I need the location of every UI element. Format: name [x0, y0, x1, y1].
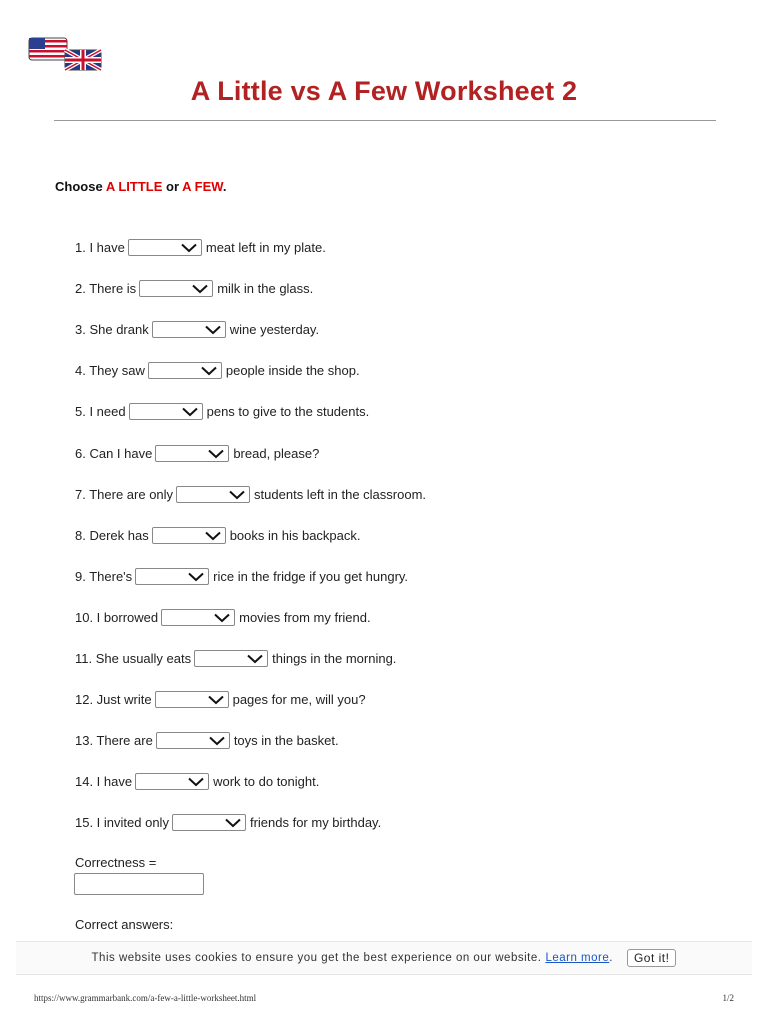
- answer-dropdown[interactable]: [172, 814, 246, 831]
- question-continuation: toys in the basket.: [233, 732, 339, 748]
- question-prompt: 8. Derek has: [75, 527, 149, 543]
- answer-dropdown[interactable]: [155, 445, 229, 462]
- got-it-button[interactable]: Got it!: [627, 949, 677, 967]
- question-row: [75, 484, 426, 504]
- question-continuation: things in the morning.: [272, 650, 397, 666]
- chevron-down-icon: [208, 736, 226, 746]
- question-prompt: 4. They saw: [75, 362, 145, 378]
- chevron-down-icon: [207, 449, 225, 459]
- question-continuation: movies from my friend.: [239, 609, 371, 625]
- cookie-message: This website uses cookies to ensure you get the best experience on our website.: [91, 952, 542, 964]
- answer-dropdown[interactable]: [161, 609, 235, 626]
- instruction-middle: or: [162, 179, 183, 194]
- question-continuation: wine yesterday.: [229, 321, 320, 337]
- question-continuation: people inside the shop.: [225, 362, 360, 378]
- question-prompt: 2. There is: [75, 280, 137, 296]
- instruction-prefix: Choose: [55, 179, 106, 194]
- page-title: A Little vs A Few Worksheet 2: [190, 76, 578, 106]
- option-a-little: A LITTLE: [105, 179, 163, 194]
- chevron-down-icon: [204, 325, 222, 335]
- cookie-period: .: [609, 952, 613, 964]
- question-prompt: 14. I have: [75, 773, 133, 789]
- answer-dropdown[interactable]: [139, 280, 213, 297]
- question-row: [75, 237, 326, 257]
- question-continuation: meat left in my plate.: [205, 239, 326, 255]
- chevron-down-icon: [224, 818, 242, 828]
- answer-dropdown[interactable]: [155, 691, 229, 708]
- question-row: [75, 525, 361, 545]
- question-continuation: students left in the classroom.: [254, 486, 427, 502]
- correct-answers-label: Correct answers:: [75, 917, 174, 932]
- chevron-down-icon: [246, 654, 264, 664]
- question-continuation: pages for me, will you?: [232, 691, 366, 707]
- question-prompt: 10. I borrowed: [75, 609, 159, 625]
- title-divider: [54, 120, 716, 121]
- chevron-down-icon: [207, 695, 225, 705]
- question-continuation: work to do tonight.: [213, 773, 320, 789]
- question-row: [75, 360, 360, 380]
- answer-dropdown[interactable]: [152, 527, 226, 544]
- question-prompt: 9. There's: [75, 568, 133, 584]
- question-prompt: 15. I invited only: [75, 814, 169, 830]
- question-prompt: 11. She usually eats: [75, 650, 192, 666]
- question-prompt: 12. Just write: [75, 691, 152, 707]
- answer-dropdown[interactable]: [129, 403, 203, 420]
- question-prompt: 7. There are only: [75, 486, 174, 502]
- question-continuation: bread, please?: [233, 445, 320, 461]
- question-row: [75, 812, 381, 832]
- answer-dropdown[interactable]: [148, 362, 222, 379]
- question-row: [75, 566, 408, 586]
- question-prompt: 3. She drank: [75, 321, 149, 337]
- chevron-down-icon: [187, 777, 205, 787]
- gb-flag-logo-icon: [27, 36, 105, 72]
- chevron-down-icon: [191, 284, 209, 294]
- chevron-down-icon: [200, 366, 218, 376]
- chevron-down-icon: [213, 613, 231, 623]
- correctness-field[interactable]: [74, 873, 204, 895]
- chevron-down-icon: [187, 572, 205, 582]
- question-prompt: 6. Can I have: [75, 445, 153, 461]
- answer-dropdown[interactable]: [194, 650, 268, 667]
- question-continuation: pens to give to the students.: [206, 403, 370, 419]
- question-row: [75, 689, 366, 709]
- correctness-label: Correctness =: [75, 855, 157, 870]
- question-continuation: milk in the glass.: [217, 280, 314, 296]
- instruction-text: [55, 179, 226, 194]
- question-prompt: 13. There are: [75, 732, 153, 748]
- question-row: [75, 607, 371, 627]
- chevron-down-icon: [228, 490, 246, 500]
- learn-more-link[interactable]: Learn more: [545, 952, 610, 964]
- option-a-few: A FEW: [182, 179, 223, 194]
- question-row: [75, 401, 369, 421]
- chevron-down-icon: [181, 407, 199, 417]
- question-continuation: rice in the fridge if you get hungry.: [213, 568, 409, 584]
- question-continuation: friends for my birthday.: [249, 814, 382, 830]
- cookie-banner: [16, 941, 752, 975]
- question-row: [75, 730, 339, 750]
- answer-dropdown[interactable]: [135, 773, 209, 790]
- question-row: [75, 648, 396, 668]
- question-continuation: books in his backpack.: [229, 527, 361, 543]
- answer-dropdown[interactable]: [152, 321, 226, 338]
- chevron-down-icon: [180, 243, 198, 253]
- chevron-down-icon: [204, 531, 222, 541]
- question-row: [75, 771, 319, 791]
- question-row: [75, 443, 319, 463]
- question-row: [75, 278, 313, 298]
- answer-dropdown[interactable]: [135, 568, 209, 585]
- instruction-suffix: .: [222, 179, 227, 194]
- answer-dropdown[interactable]: [176, 486, 250, 503]
- question-prompt: 1. I have: [75, 239, 125, 255]
- question-prompt: 5. I need: [75, 403, 126, 419]
- answer-dropdown[interactable]: [156, 732, 230, 749]
- page-number: 1/2: [722, 993, 734, 1003]
- question-row: [75, 319, 319, 339]
- answer-dropdown[interactable]: [128, 239, 202, 256]
- footer-url: https://www.grammarbank.com/a-few-a-little-worksheet.html: [34, 993, 257, 1003]
